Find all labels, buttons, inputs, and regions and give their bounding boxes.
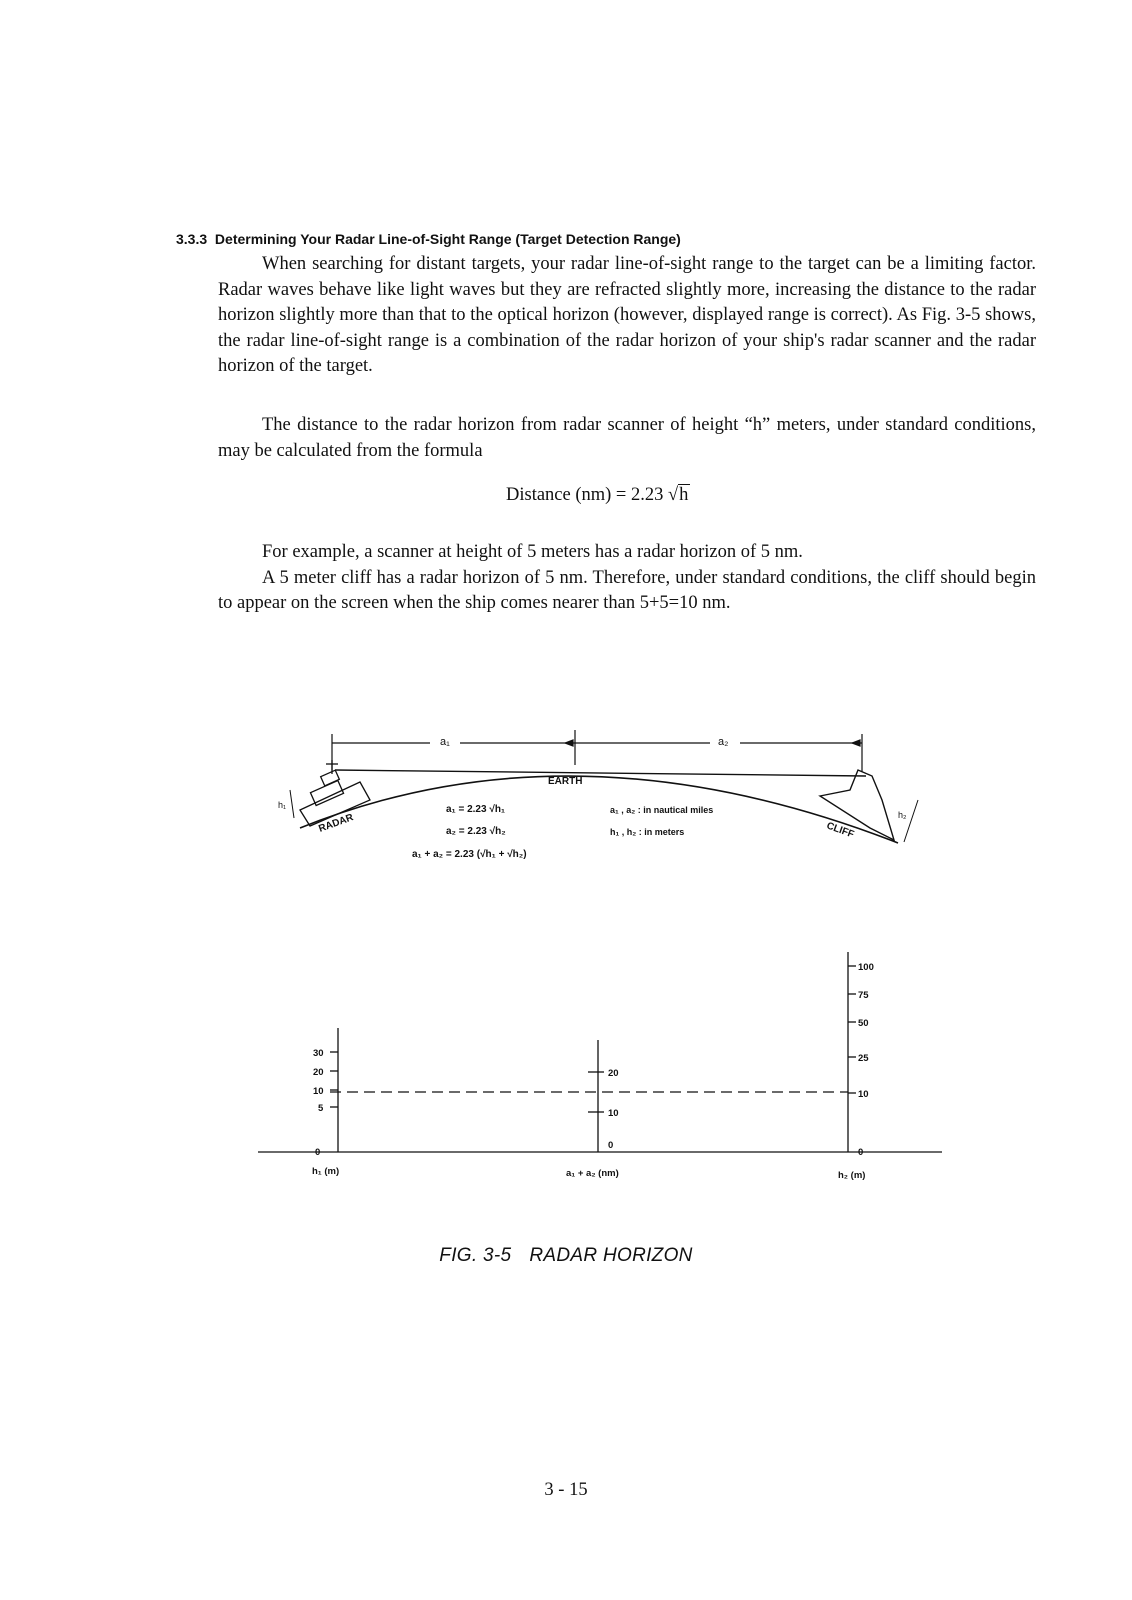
left-tick-label: 0 xyxy=(315,1147,321,1158)
middle-tick-label: 0 xyxy=(608,1140,614,1151)
left-tick-label: 10 xyxy=(313,1086,324,1097)
line-of-sight-ray xyxy=(335,770,866,776)
earth-curve xyxy=(300,776,898,843)
page-number: 3 - 15 xyxy=(544,1480,588,1500)
h1-label: h₁ xyxy=(278,800,287,810)
body-paragraph: When searching for distant targets, your radar line-of-sight range to the target can be a limiting factor. Radar waves behave like light waves but they are refracted slightly more, increasing the distance to the radar horizon slightly more than that to the optical horizon (however, displayed range is correct). As Fig. 3-5 shows, the radar line-of-sight range is a combination of the radar horizon of your ship's radar scanner and the radar horizon of the target. xyxy=(218,254,1036,376)
left-tick-label: 30 xyxy=(313,1048,324,1059)
right-tick-label: 0 xyxy=(858,1147,864,1158)
units-a: a₁ , a₂ : in nautical miles xyxy=(610,805,714,815)
formula-radicand: h xyxy=(679,485,689,505)
distance-axis-label: a₁ + a₂ (nm) xyxy=(566,1168,619,1179)
section-number: 3.3.3 xyxy=(176,231,208,247)
right-tick-label: 75 xyxy=(858,990,869,1001)
radar-label: RADAR xyxy=(317,812,355,835)
h2-label: h₂ xyxy=(898,810,907,820)
section-title: Determining Your Radar Line-of-Sight Range (Target Detection Range) xyxy=(214,231,681,247)
left-tick-label: 20 xyxy=(313,1067,324,1078)
body-paragraph: The distance to the radar horizon from radar scanner of height “h” meters, under standard conditions, may be calculated from the formula xyxy=(218,415,1036,461)
formula-lhs: Distance (nm) = 2.23 xyxy=(506,485,664,505)
nomogram xyxy=(258,952,942,1152)
right-tick-label: 100 xyxy=(858,962,874,973)
middle-tick-label: 10 xyxy=(608,1108,619,1119)
left-tick-label: 5 xyxy=(318,1103,324,1114)
right-tick-label: 50 xyxy=(858,1018,869,1029)
cliff-label: CLIFF xyxy=(824,820,856,841)
caption-title: RADAR HORIZON xyxy=(529,1245,693,1266)
units-h: h₁ , h₂ : in meters xyxy=(610,827,685,837)
right-tick-label: 25 xyxy=(858,1053,869,1064)
h1-marker xyxy=(290,790,294,818)
a1-label: a₁ xyxy=(440,736,450,748)
right-tick-label: 10 xyxy=(858,1089,869,1100)
caption-fig-number: FIG. 3-5 xyxy=(439,1245,512,1266)
example-line: A 5 meter cliff has a radar horizon of 5 nm. Therefore, under standard conditions, the cliff should begin to appear on the screen when the ship comes nearer than 5+5=10 nm. xyxy=(218,567,1036,613)
earth-label: EARTH xyxy=(548,776,583,787)
middle-tick-label: 20 xyxy=(608,1068,619,1079)
formula-sum: a₁ + a₂ = 2.23 (√h₁ + √h₂) xyxy=(412,849,527,860)
h1-axis-label: h₁ (m) xyxy=(312,1166,340,1177)
figure-caption xyxy=(0,1245,1132,1267)
h2-axis-label: h₂ (m) xyxy=(838,1170,866,1181)
formula-a1: a₁ = 2.23 √h₁ xyxy=(446,804,506,815)
a2-label: a₂ xyxy=(718,736,729,748)
example-line: For example, a scanner at height of 5 meters has a radar horizon of 5 nm. xyxy=(262,542,803,562)
sqrt-symbol: √ xyxy=(668,485,679,505)
formula-a2: a₂ = 2.23 √h₂ xyxy=(446,826,506,837)
h2-marker xyxy=(904,800,918,842)
range-dimension-lines xyxy=(332,730,862,772)
